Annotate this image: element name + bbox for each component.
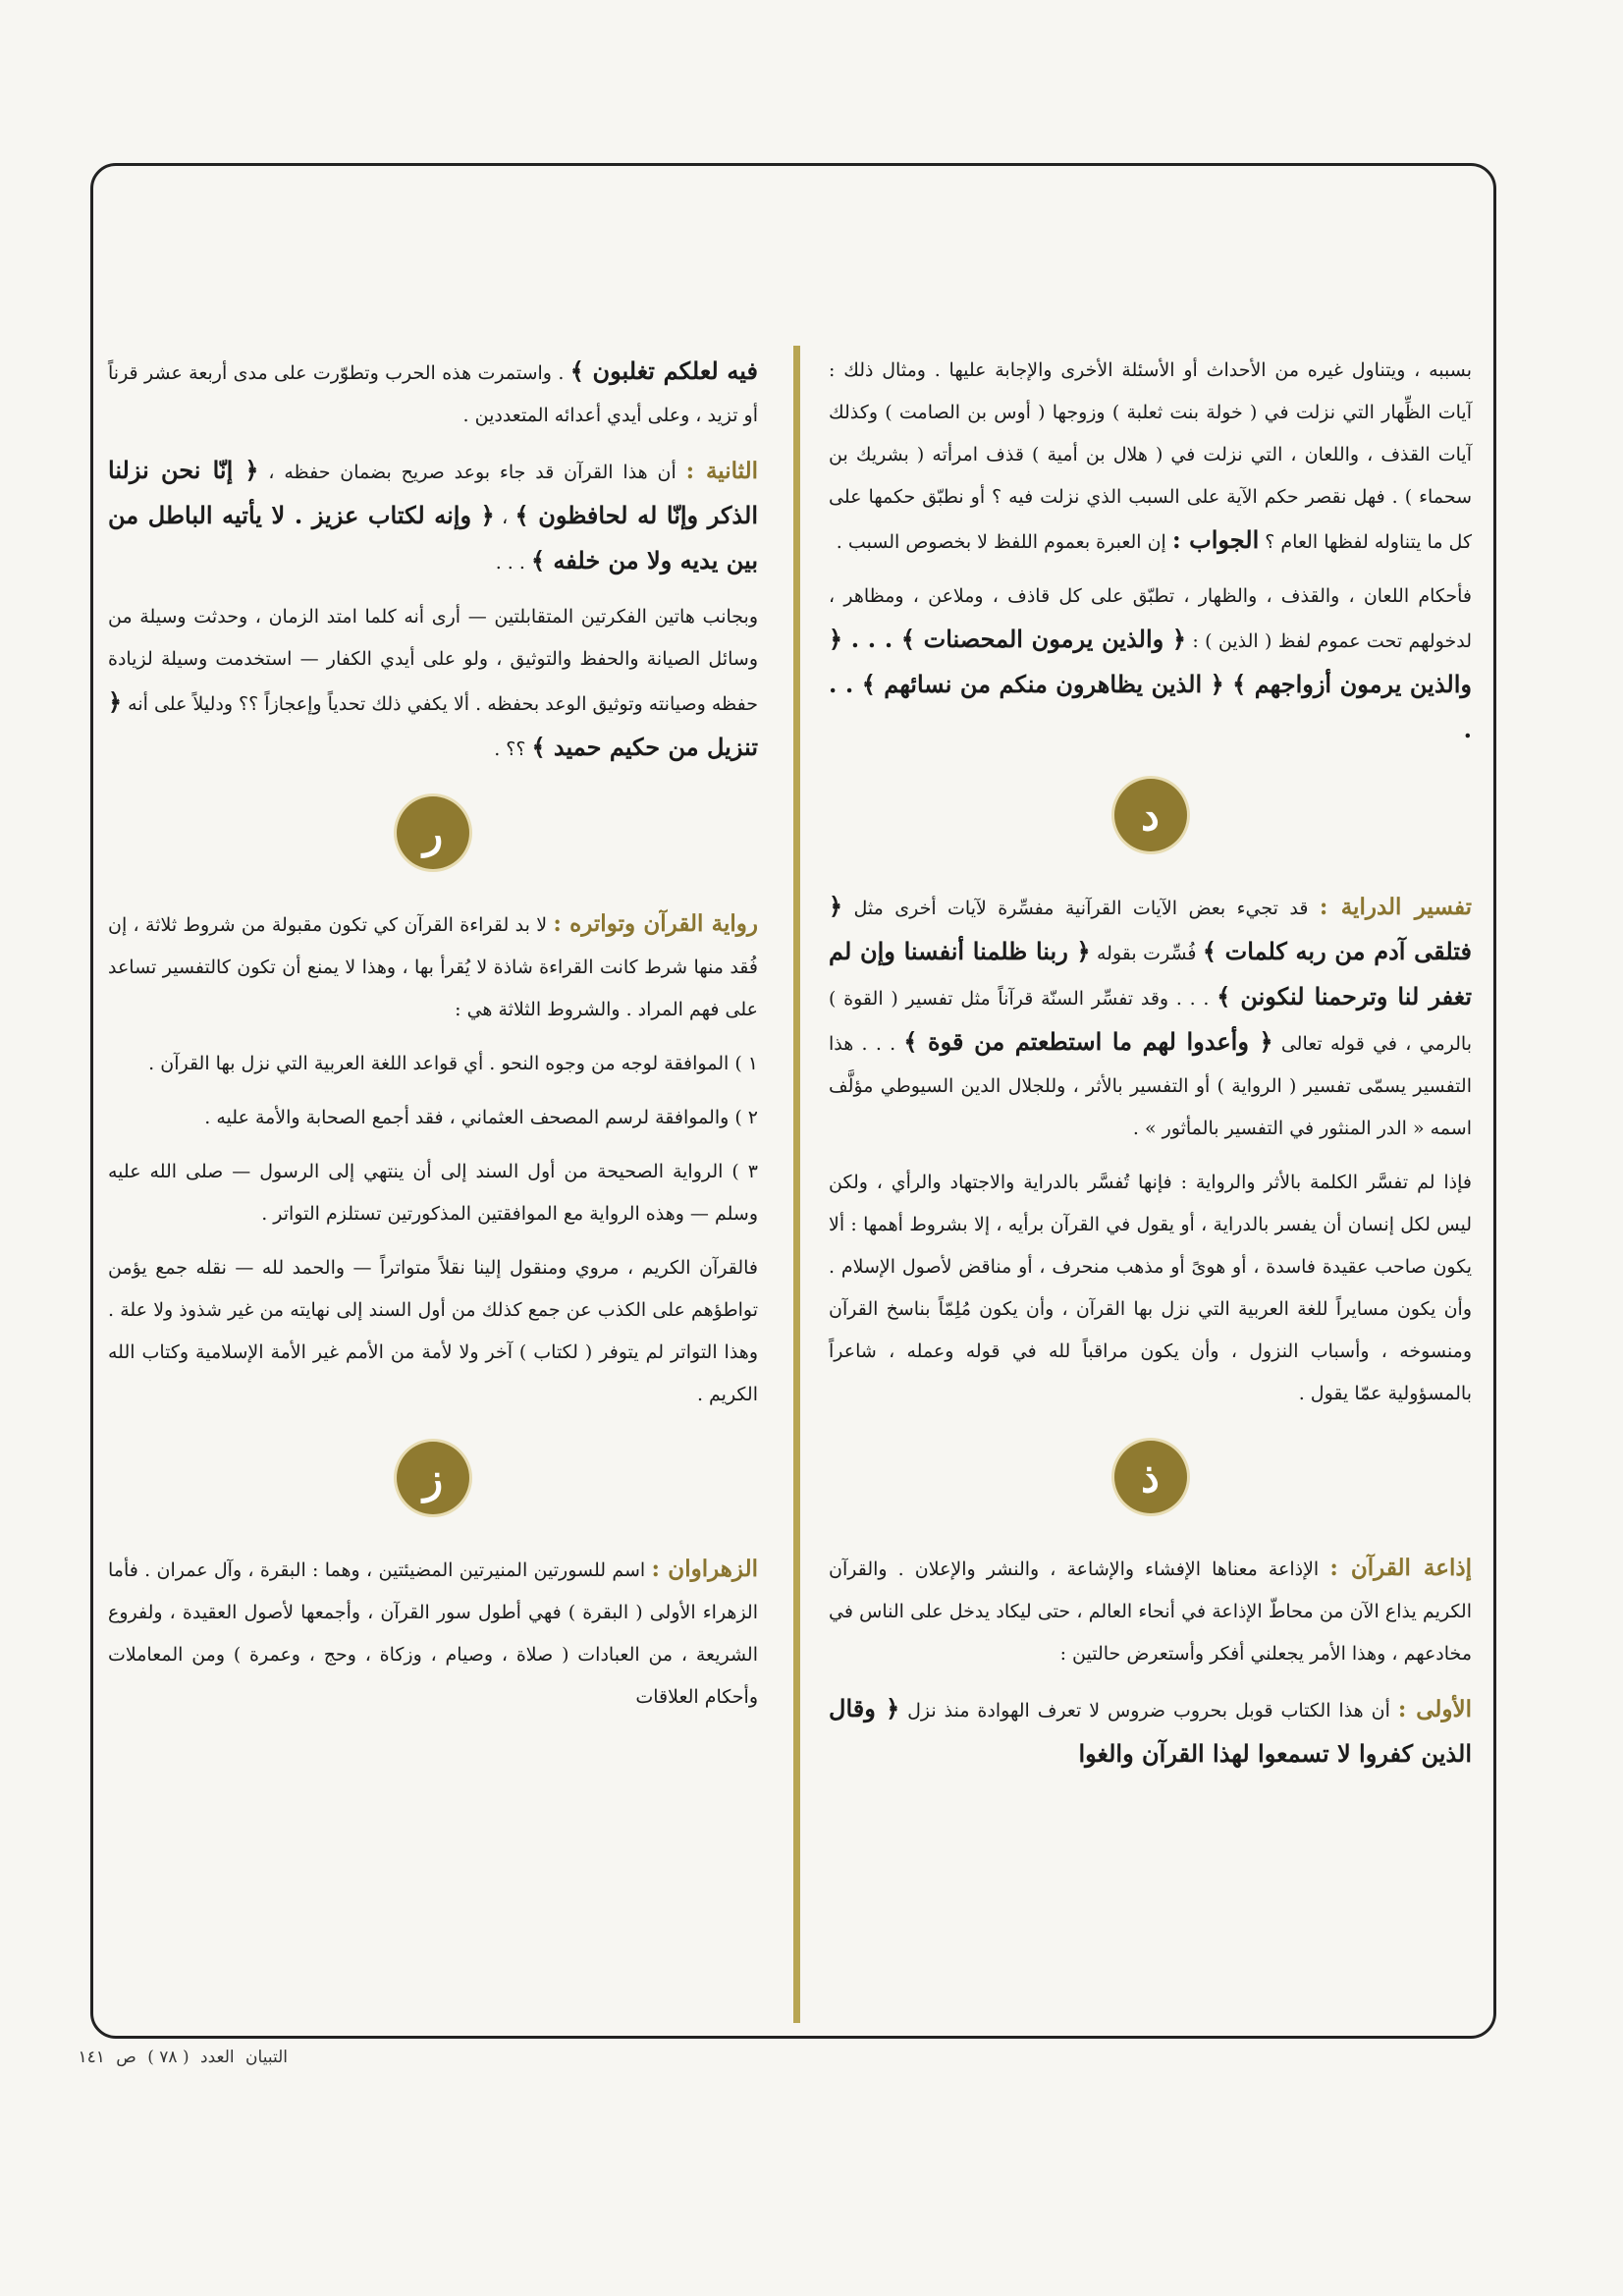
section-letter-badge: [397, 1442, 469, 1514]
text: ،: [502, 507, 509, 528]
section-title: الزهراوان :: [651, 1556, 758, 1582]
quran-quote: ﴿ فتلقى آدم من ربه كلمات ﴾: [829, 892, 1472, 965]
text: قد تجيء بعض الآيات القرآنية مفسِّرة لآيات أخرى مثل: [853, 898, 1309, 919]
issue-label: العدد: [200, 2048, 235, 2067]
section-title: إذاعة القرآن :: [1329, 1555, 1472, 1581]
letter-glyph: د: [1141, 791, 1160, 840]
section-title: رواية القرآن وتواتره :: [553, 910, 759, 937]
text: إن العبرة بعموم اللفظ لا بخصوص السبب .: [836, 531, 1166, 553]
text: فُسِّرت بقوله: [1096, 943, 1197, 964]
section-letter-badge: [397, 796, 469, 869]
paragraph: [829, 885, 1472, 1150]
right-column: [829, 350, 1472, 1789]
paragraph: [829, 1687, 1472, 1777]
text: الإذاعة معناها الإفشاء والإشاعة ، والنشر والإعلان . والقرآن الكريم يذاع الآن من محاطّ الإذاعة في أنحاء العالم ، حتى ليكاد يدخل على الناس في مخادعهم ، وهذا الأمر يجعلني أفكر وأستعرض حالتين :: [829, 1558, 1472, 1665]
text: . واستمرت هذه الحرب وتطوّرت على مدى أربعة عشر قرناً أو تزيد ، وعلى أيدي أعدائه المتعددين .: [108, 362, 758, 426]
text: ؟؟ .: [494, 738, 526, 760]
quran-quote: ﴿ تنزيل من حكيم حميد ﴾: [108, 687, 758, 761]
section-title: تفسير الدراية :: [1319, 894, 1473, 920]
paragraph: [829, 575, 1472, 753]
text: . . . وقد تفسِّر السنّة قرآناً مثل تفسير ( القوة ) بالرمي ، في قوله تعالى: [829, 988, 1472, 1055]
paragraph: [108, 449, 758, 584]
left-column: [108, 350, 758, 1730]
letter-glyph: ز: [422, 1453, 444, 1503]
quran-quote: ﴿ والذين يرمون المحصنات ﴾ . . . ﴿ والذين يرمون أزواجهم ﴾ ﴿ الذين يظاهرون منكم من نسائهم ﴾ . . .: [829, 625, 1472, 743]
paragraph: [108, 596, 758, 771]
quran-quote: فيه لعلكم تغلبون ﴾: [569, 356, 758, 385]
paragraph: [829, 1547, 1472, 1675]
answer-label: الجواب :: [1171, 525, 1260, 554]
text: اسم للسورتين المنيرتين المضيئتين ، وهما : البقرة ، وآل عمران . فأما الزهراء الأولى ( البقرة ) فهي أطول سور القرآن ، وأجمعها لأصول العقيدة ، ولفروع الشريعة ، من العبادات ( صلاة ، وصيام ، وزكاة ، وحج ، وعمرة ) ومن المعاملات وأحكام العلاقات: [108, 1559, 758, 1708]
section-title: الأولى :: [1397, 1696, 1473, 1722]
text: أن هذا الكتاب قوبل بحروب ضروس لا تعرف الهوادة منذ نزل: [907, 1700, 1390, 1722]
issue-number: ( ٧٨ ): [147, 2048, 189, 2067]
text: وبجانب هاتين الفكرتين المتقابلتين — أرى أنه كلما امتد الزمان ، وحدثت وسيلة من وسائل الصيانة والحفظ والتوثيق ، ولو على أيدي الكفار — استخدمت وسيلة لزيادة حفظه وصيانته وتوثيق الوعد بحفظه . ألا يكفي ذلك تحدياً وإعجازاً ؟؟ ودليلاً على أنه: [108, 606, 758, 715]
quran-quote: ﴿ وأعدوا لهم ما استطعتم من قوة ﴾: [903, 1027, 1273, 1056]
letter-glyph: ذ: [1141, 1452, 1160, 1502]
paragraph: [108, 350, 758, 437]
text: لا بد لقراءة القرآن كي تكون مقبولة من شروط ثلاثة ، إن فُقد منها شرط كانت القراءة شاذة لا يُقرأ بها ، وهذا لا يمنع أن تكون كالتفسير تساعد على فهم المراد . والشروط الثلاثة هي :: [108, 914, 758, 1020]
text: أن هذا القرآن قد جاء بوعد صريح بضمان حفظه ،: [268, 462, 676, 483]
paragraph: [108, 902, 758, 1031]
text: . . .: [495, 552, 525, 574]
list-item: ٢ ) والموافقة لرسم المصحف العثماني ، فقد أجمع الصحابة والأمة عليه .: [204, 1107, 758, 1128]
letter-glyph: ر: [422, 808, 444, 857]
page-label: ص: [116, 2048, 136, 2067]
paragraph: [108, 1548, 758, 1719]
paragraph: [829, 350, 1472, 564]
text: . . . هذا التفسير يسمّى تفسير ( الرواية ) أو التفسير بالأثر ، وللجلال الدين السيوطي مؤلَّف اسمه « الدر المنثور في التفسير بالمأثور » .: [829, 1033, 1472, 1139]
quran-quote: ﴿ ربنا ظلمنا أنفسنا وإن لم تغفر لنا وترحمنا لنكونن ﴾: [829, 937, 1472, 1011]
page-number: ١٤١: [78, 2048, 105, 2067]
section-title: الثانية :: [685, 458, 758, 484]
text: فأحكام اللعان ، والقذف ، والظهار ، تطبّق على كل قاذف ، وملاعن ، ومظاهر ، لدخولهم تحت عموم لفظ ( الذين ) :: [829, 585, 1473, 652]
quran-quote: ﴿ وقال الذين كفروا لا تسمعوا لهذا القرآن والغوا: [829, 1694, 1472, 1768]
paragraph: فالقرآن الكريم ، مروي ومنقول إلينا نقلاً متواتراً — والحمد لله — نقله جمع يؤمن تواطؤهم على الكذب عن جمع كذلك من أول السند إلى نهايته من غير شذوذ ولا علة . وهذا التواتر لم يتوفر ( لكتاب ) آخر ولا لأمة من الأمم غير الأمة الإسلامية وكتاب الله الكريم .: [108, 1257, 758, 1405]
quran-quote: ﴿ إنّا نحن نزلنا الذكر وإنّا له لحافظون ﴾: [108, 456, 759, 529]
page-footer: [72, 2048, 288, 2067]
text: فإذا لم تفسَّر الكلمة بالأثر والرواية : فإنها تُفسَّر بالدراية والاجتهاد والرأي ، ولكن ليس لكل إنسان أن يفسر بالدراية ، أو يقول في القرآن برأيه ، إلا بشروط أهمها : ألا يكون صاحب عقيدة فاسدة ، أو هوىً أو مذهب منحرف ، أو مناقض لأصول الإسلام . وأن يكون مسايراً للغة العربية التي نزل بها القرآن ، وأن يكون مُلِمّاً بناسخ القرآن ومنسوخه ، وأسباب النزول ، وأن يكون مراقباً لله في قوله وعمله ، شاعراً بالمسؤولية عمّا يقول .: [829, 1172, 1472, 1404]
list-item: ٣ ) الرواية الصحيحة من أول السند إلى أن ينتهي إلى الرسول — صلى الله عليه وسلم — وهذه الرواية مع الموافقتين المذكورتين تستلزم التواتر .: [108, 1161, 758, 1225]
quran-quote: ﴿ وإنه لكتاب عزيز . لا يأتيه الباطل من بين يديه ولا من خلفه ﴾: [108, 501, 758, 574]
magazine-name: التبيان: [245, 2048, 288, 2067]
paragraph: [829, 1162, 1472, 1415]
column-divider: [793, 346, 800, 2023]
list-item: ١ ) الموافقة لوجه من وجوه النحو . أي قواعد اللغة العربية التي نزل بها القرآن .: [148, 1053, 758, 1074]
section-letter-badge: [1114, 1441, 1187, 1513]
text: بسببه ، ويتناول غيره من الأحداث أو الأسئلة الأخرى والإجابة عليها . ومثال ذلك : آيات الظِّهار التي نزلت في ( خولة بنت ثعلبة ) وزوجها ( أوس بن الصامت ) وكذلك آيات القذف ، واللعان ، التي نزلت في ( هلال بن أمية ) قذف امرأته ( بشريك بن سحماء ) . فهل نقصر حكم الآية على السبب الذي نزلت فيه ؟ أو نطبّق حكمها على كل ما يتناوله لفظها العام ؟: [829, 359, 1472, 553]
section-letter-badge: [1114, 779, 1187, 851]
